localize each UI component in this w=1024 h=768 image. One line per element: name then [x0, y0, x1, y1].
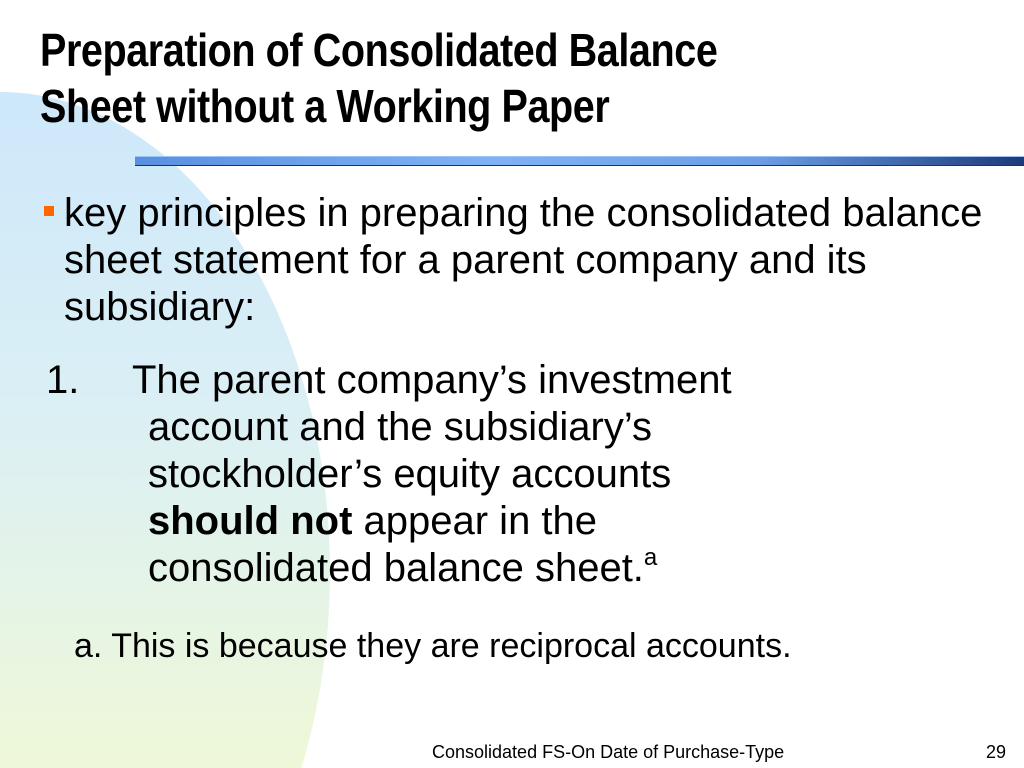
item-line-4-rest: appear in the [352, 499, 598, 543]
title-divider [135, 156, 1024, 166]
square-bullet-icon [44, 206, 54, 216]
item-number: 1. [46, 358, 80, 402]
item-line-1: The parent company’s investment [132, 358, 732, 402]
item-line-5-text: consolidated balance sheet. [148, 546, 644, 590]
footnote-marker: a [643, 544, 658, 571]
title-line-2: Sheet without a Working Paper [40, 80, 610, 132]
item-continuation [148, 404, 848, 592]
bullet-text: key principles in preparing the consolidated balance sheet statement for a parent company and its subsidiary: [64, 191, 983, 329]
footer-text: Consolidated FS-On Date of Purchase-Type [432, 742, 785, 762]
item-line-3: stockholder’s equity accounts [148, 452, 672, 496]
item-line-5 [148, 545, 848, 592]
item-line-4 [148, 498, 848, 545]
emphasis-should-not: should not [148, 499, 353, 543]
slide-title [40, 22, 866, 134]
page-number: 29 [986, 742, 1007, 762]
footnote: a. This is because they are reciprocal accounts. [74, 627, 792, 665]
title-line-1: Preparation of Consolidated Balance [40, 24, 718, 76]
item-line-2: account and the subsidiary’s [148, 405, 653, 449]
